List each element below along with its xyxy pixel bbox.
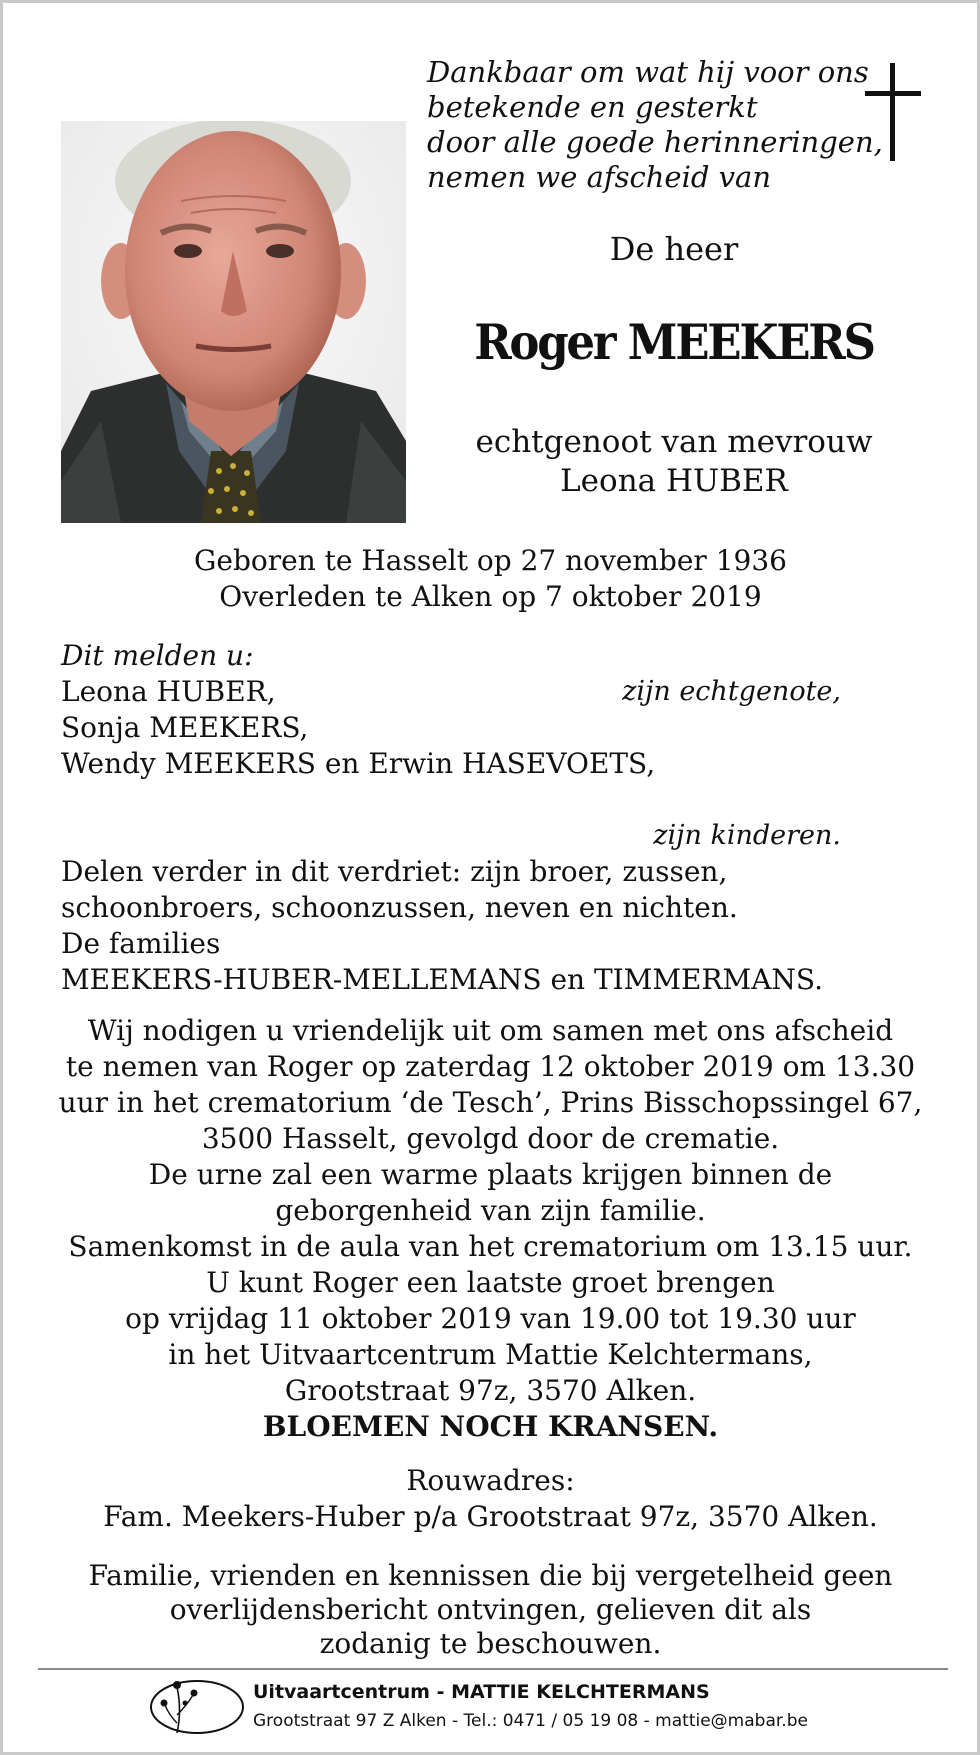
invitation-line: Grootstraat 97z, 3570 Alken. (284, 1374, 697, 1407)
deceased-name: Roger MEEKERS (474, 313, 874, 371)
invitation-line: U kunt Roger een laatste groet brengen (206, 1266, 775, 1299)
family-member-name: Wendy MEEKERS en Erwin HASEVOETS, (61, 747, 656, 780)
family-row (61, 710, 861, 746)
funeral-home-name: Uitvaartcentrum - MATTIE KELCHTERMANS (253, 1681, 710, 1703)
portrait-photo (61, 121, 406, 523)
footer-divider (38, 1668, 948, 1670)
closing-note (43, 1559, 938, 1661)
spouse-name: Leona HUBER (560, 463, 788, 499)
family-heading: Dit melden u: (61, 639, 254, 672)
family-list (61, 638, 861, 998)
death-line: Overleden te Alken op 7 oktober 2019 (219, 580, 762, 613)
family-row (61, 818, 861, 854)
invitation-line: 3500 Hasselt, gevolgd door de crematie. (201, 1122, 780, 1155)
invitation-text (43, 1013, 938, 1445)
funeral-home-contact: Grootstraat 97 Z Alken - Tel.: 0471 / 05 19 08 - mattie@mabar.be (253, 1711, 808, 1731)
intro-text (427, 55, 883, 195)
invitation-line: De urne zal een warme plaats krijgen binnen de (148, 1158, 833, 1191)
others-line: MEEKERS-HUBER-MELLEMANS en TIMMERMANS. (61, 963, 824, 996)
closing-line: overlijdensbericht ontvingen, gelieven dit als (169, 1593, 812, 1626)
family-row (61, 674, 861, 710)
intro-line: betekende en gesterkt (427, 90, 758, 124)
flower-logo-icon (147, 1675, 247, 1741)
intro-line: door alle goede herinneringen, (427, 125, 883, 159)
birth-line: Geboren te Hasselt op 27 november 1936 (194, 544, 787, 577)
intro-line: Dankbaar om wat hij voor ons (427, 55, 869, 89)
life-dates (83, 543, 898, 615)
others-line: schoonbroers, schoonzussen, neven en nichten. (61, 891, 738, 924)
invitation-line: op vrijdag 11 oktober 2019 van 19.00 tot 19.30 uur (125, 1302, 856, 1335)
invitation-line: geborgenheid van zijn familie. (275, 1194, 706, 1227)
invitation-line: in het Uitvaartcentrum Mattie Kelchtermans, (168, 1338, 813, 1371)
others-line: De families (61, 927, 221, 960)
spouse-label: echtgenoot van mevrouw (475, 424, 873, 460)
closing-line: Familie, vrienden en kennissen die bij vergetelheid geen (88, 1559, 893, 1592)
children-relation: zijn kinderen. (653, 820, 841, 851)
invitation-line: Samenkomst in de aula van het crematorium om 13.15 uur. (68, 1230, 913, 1263)
family-member-name: Sonja MEEKERS, (61, 711, 309, 744)
invitation-line: uur in het crematorium ‘de Tesch’, Prins Bisschopssingel 67, (58, 1086, 923, 1119)
spouse-block (443, 423, 905, 501)
family-member-name: Leona HUBER, (61, 675, 276, 708)
cross-icon (865, 63, 921, 165)
address-value: Fam. Meekers-Huber p/a Grootstraat 97z, 3570 Alken. (103, 1500, 878, 1533)
others-line: Delen verder in dit verdriet: zijn broer, zussen, (61, 855, 728, 888)
family-relation: zijn echtgenote, (622, 676, 841, 707)
family-row (61, 746, 861, 782)
flowers-note: BLOEMEN NOCH KRANSEN. (262, 1410, 719, 1443)
mourning-address (43, 1463, 938, 1535)
invitation-line: te nemen van Roger op zaterdag 12 oktober 2019 om 13.30 (65, 1050, 916, 1083)
address-label: Rouwadres: (406, 1464, 575, 1497)
honorific: De heer (609, 230, 739, 268)
invitation-line: Wij nodigen u vriendelijk uit om samen met ons afscheid (87, 1014, 894, 1047)
closing-line: zodanig te beschouwen. (319, 1627, 662, 1660)
intro-line: nemen we afscheid van (427, 160, 771, 194)
